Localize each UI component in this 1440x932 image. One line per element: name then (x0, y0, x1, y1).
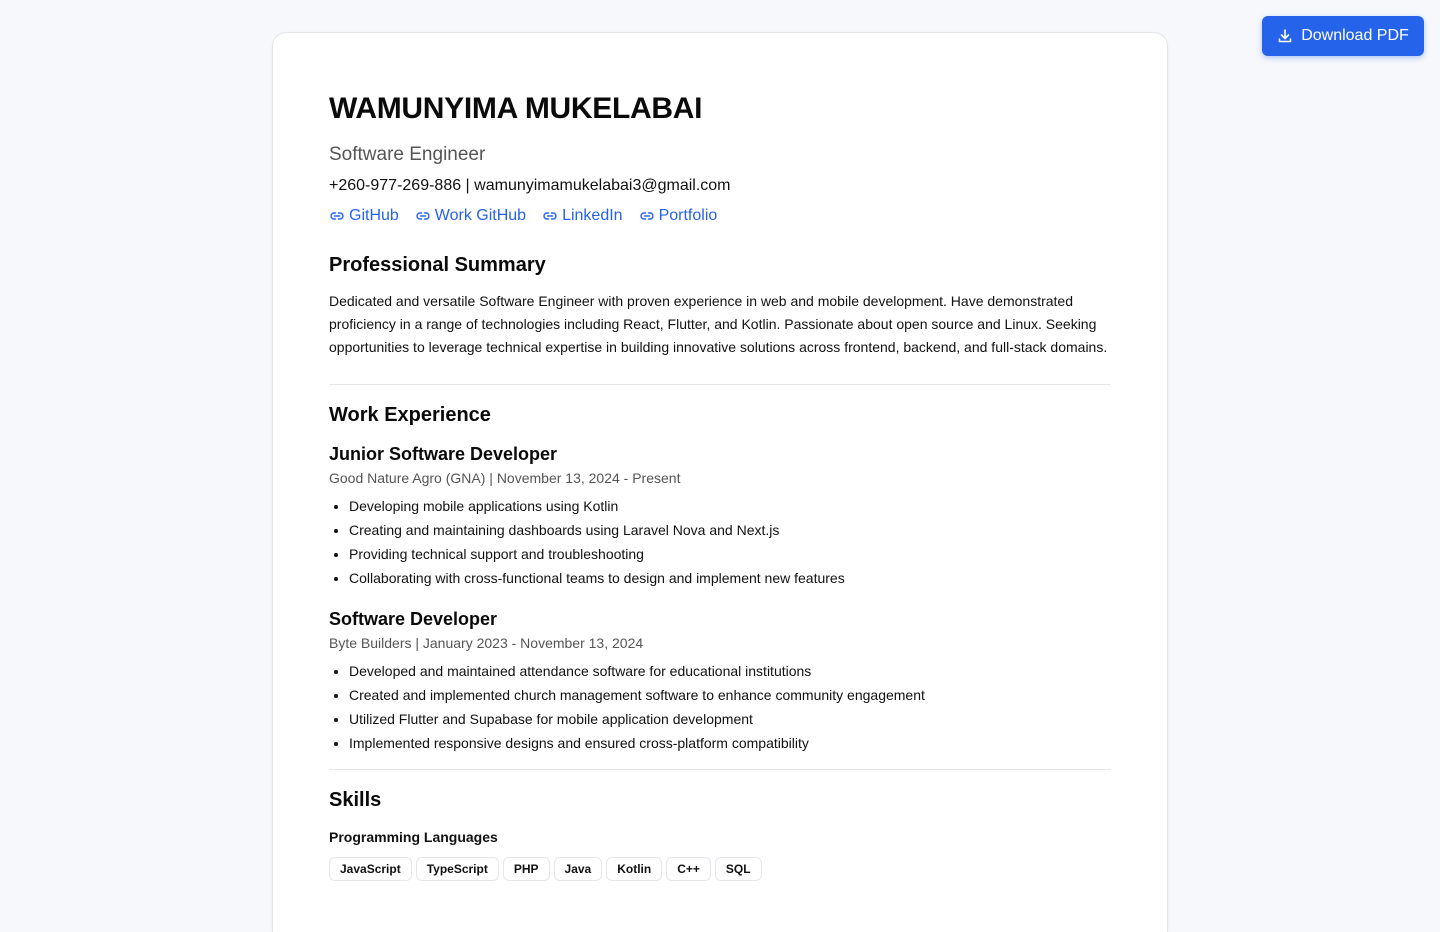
resume-name: WAMUNYIMA MUKELABAI (329, 92, 703, 125)
list-item: • Developed and maintained attendance software for educational institutions (349, 659, 1111, 683)
section-divider (329, 769, 1111, 770)
summary-text: Dedicated and versatile Software Engineer with proven experience in web and mobile development. Have demonstrated proficiency in a range of technologies including React, Flutter, and Kotlin. Passionate about open source and Linux. Seeking opportunities to leverage technical expertise in building innovative solutions across frontend, backend, and full-stack domains. (329, 293, 1108, 355)
linkedin-link-label: LinkedIn (562, 207, 623, 224)
list-item: • Created and implemented church management software to enhance community engagement (349, 683, 1111, 707)
job-title: Software Developer (329, 609, 498, 629)
resume-page (272, 32, 1168, 932)
work-github-link-label: Work GitHub (434, 207, 527, 224)
list-item: • Creating and maintaining dashboards using Laravel Nova and Next.js (349, 518, 1111, 542)
job-title: Junior Software Developer (329, 444, 558, 464)
job-meta: Byte Builders | January 2023 - November 13, 2024 (329, 635, 644, 651)
skill-chip: Kotlin (606, 857, 662, 881)
github-link[interactable] (329, 205, 399, 227)
list-item: • Developing mobile applications using Kotlin (349, 494, 1111, 518)
link-icon (415, 208, 431, 224)
job-meta: Good Nature Agro (GNA) | November 13, 2024 - Present (329, 470, 681, 486)
portfolio-link[interactable] (639, 205, 718, 227)
download-icon (1277, 28, 1293, 44)
skill-chip: Java (554, 857, 603, 881)
job-entry (329, 442, 1111, 590)
job-bullets (329, 659, 1111, 755)
link-icon (329, 208, 345, 224)
github-link-label: GitHub (349, 207, 399, 224)
download-pdf-button[interactable] (1262, 16, 1424, 56)
resume-job-title: Software Engineer (329, 144, 486, 165)
work-github-link[interactable] (415, 205, 526, 227)
list-item: • Utilized Flutter and Supabase for mobile application development (349, 707, 1111, 731)
skill-group-label: Programming Languages (329, 829, 498, 845)
skill-chip: SQL (715, 857, 762, 881)
job-entry (329, 607, 1111, 755)
download-pdf-label: Download PDF (1301, 27, 1409, 44)
contact-info: +260-977-269-886 | wamunyimamukelabai3@gmail.com (329, 177, 731, 194)
profile-links (329, 205, 1111, 227)
portfolio-link-label: Portfolio (658, 207, 718, 224)
skill-chip: TypeScript (416, 857, 499, 881)
linkedin-link[interactable] (542, 205, 623, 227)
link-icon (639, 208, 655, 224)
skill-chip: C++ (666, 857, 711, 881)
skill-chips (329, 857, 1111, 881)
list-item: • Implemented responsive designs and ensured cross-platform compatibility (349, 731, 1111, 755)
job-bullets (329, 494, 1111, 590)
work-experience-heading: Work Experience (329, 404, 491, 426)
summary-heading: Professional Summary (329, 254, 546, 276)
skills-heading: Skills (329, 789, 382, 811)
link-icon (542, 208, 558, 224)
list-item: • Providing technical support and troubleshooting (349, 542, 1111, 566)
skill-chip: JavaScript (329, 857, 412, 881)
skill-chip: PHP (503, 857, 550, 881)
list-item: • Collaborating with cross-functional teams to design and implement new features (349, 566, 1111, 590)
section-divider (329, 384, 1111, 385)
